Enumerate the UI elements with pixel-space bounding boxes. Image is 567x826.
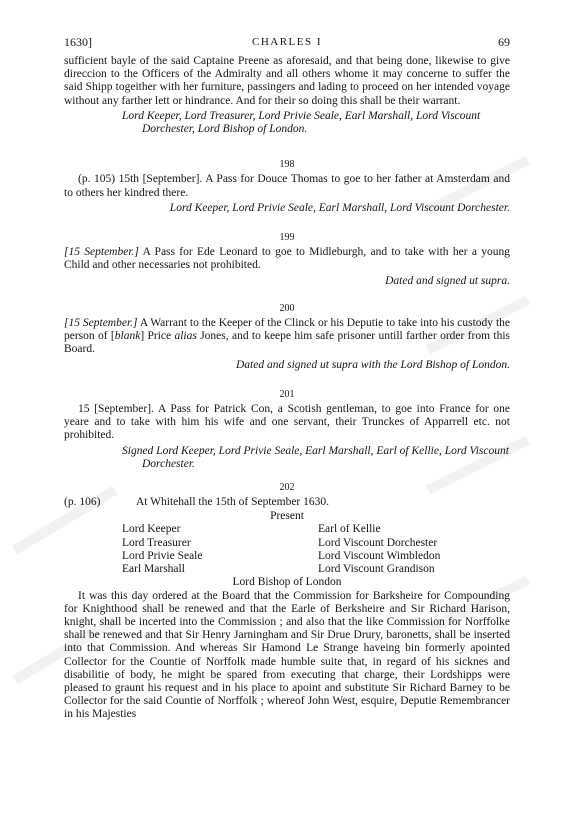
entry-200-body-c: Jones, and to keepe him safe prisoner untill farther order from this Board. [64, 330, 510, 356]
entry-201-text [64, 403, 510, 443]
running-title: CHARLES I [251, 36, 323, 48]
entry-198-text [64, 173, 510, 199]
present-label: Present [270, 510, 304, 523]
entry-201-signed: Signed Lord Keeper, Lord Privie Seale, Earl Marshall, Earl of Kellie, Lord Viscount Dorchester. [122, 444, 509, 470]
councillor-left-3: Lord Privie Seale [122, 549, 203, 562]
entry-202-text [64, 590, 510, 722]
entry-number-201: 201 [279, 388, 295, 400]
entry-201-ref: 15 [September]. [78, 403, 154, 416]
entry-198-body: A Pass for Douce Thomas to goe to her father at Amsterdam and to others her kindred there. [64, 173, 510, 199]
entry-202-ref: (p. 106) [64, 496, 101, 509]
entry-202-body: It was this day ordered at the Board that the Commission for Barksheire for Compounding for Knighthood shall be renewed and that the Earle of Berksheire and Sir Richard Harison, knight, shall be incerted into the Commission ; and also that the like Commission for Norffolke shall be renewed and that Sir Henry Jarningham and Sir Drue Drury, baronetts, shall be inserted into that Commission. And whereas Sir Hamond Le Strange haveing bin formerly apointed Collector for the Countie of Norffolk made humble suite that, in regard of his sicknes and disabilitie of body, he might be spared from executing that charge, their Lordshipps were pleased to graunt his request and in his place to apoint and substitute Sir Richard Barney to be Collector for the said Countie of Norffolk ; whereof John West, esquire, Deputie Remembrancer in his Majesties [64, 589, 510, 721]
entry-198-ref: (p. 105) 15th [September]. [78, 173, 203, 186]
opening-paragraph: sufficient bayle of the said Captaine Preene as aforesaid, and that being done, likewise to give direccion to the Officers of the Admiralty and all others whome it may concerne to suffer the said Shipp togeither with her furniture, passingers and lading to proceed on her intended voyage without any farther lett or hindrance. And for their so doing this shall be their warrant. [64, 55, 510, 107]
page-number: 69 [498, 35, 510, 49]
entry-200-signed: Dated and signed ut supra with the Lord Bishop of London. [236, 358, 510, 371]
entry-199-text [64, 246, 510, 272]
entry-202-heading: At Whitehall the 15th of September 1630. [136, 496, 330, 509]
councillor-right-2: Lord Viscount Dorchester [318, 536, 438, 549]
councillor-left-2: Lord Treasurer [122, 536, 191, 549]
header-year: 1630] [64, 35, 92, 49]
councillors-list [122, 523, 510, 576]
entry-number-202: 202 [279, 482, 295, 494]
entry-200-alias: alias [174, 330, 197, 343]
page-header [64, 36, 510, 52]
entry-199-body: A Pass for Ede Leonard to goe to Midleburgh, and to take with her a young Child and other necessaries not prohibited. [64, 246, 510, 272]
entry-number-198: 198 [279, 159, 295, 171]
opening-signatories: Lord Keeper, Lord Treasurer, Lord Privie Seale, Earl Marshall, Lord Viscount Dorchester, Lord Bishop of London. [122, 109, 481, 136]
councillor-left-1: Lord Keeper [122, 523, 181, 536]
entry-200-body-b: ] Price [140, 330, 175, 343]
page-body [64, 55, 510, 722]
bishop-line: Lord Bishop of London [232, 576, 342, 589]
entry-202-heading-line [64, 496, 510, 510]
entry-number-200: 200 [279, 302, 295, 314]
councillor-right-1: Earl of Kellie [318, 523, 381, 536]
entry-number-199: 199 [279, 232, 295, 244]
entry-200-ref: [15 September.] [64, 317, 138, 330]
entry-200-body-a: A Warrant to the Keeper of the Clinck or his Deputie to take into his custody the person of [ [64, 317, 510, 343]
councillor-right-3: Lord Viscount Wimbledon [318, 549, 441, 562]
entry-201-body: A Pass for Patrick Con, a Scotish gentleman, to goe into France for one yeare and to take with him his wife and one servant, their Trunckes of Apparrell etc. not prohibited. [64, 403, 510, 442]
entry-200-blank: blank [114, 330, 141, 343]
councillor-left-4: Earl Marshall [122, 563, 185, 576]
entry-199-signed: Dated and signed ut supra. [385, 274, 510, 287]
councillor-right-4: Lord Viscount Grandison [318, 563, 435, 576]
entry-198-signed: Lord Keeper, Lord Privie Seale, Earl Marshall, Lord Viscount Dorchester. [169, 201, 510, 214]
entry-199-ref: [15 September.] [64, 246, 139, 259]
entry-200-text [64, 317, 510, 357]
